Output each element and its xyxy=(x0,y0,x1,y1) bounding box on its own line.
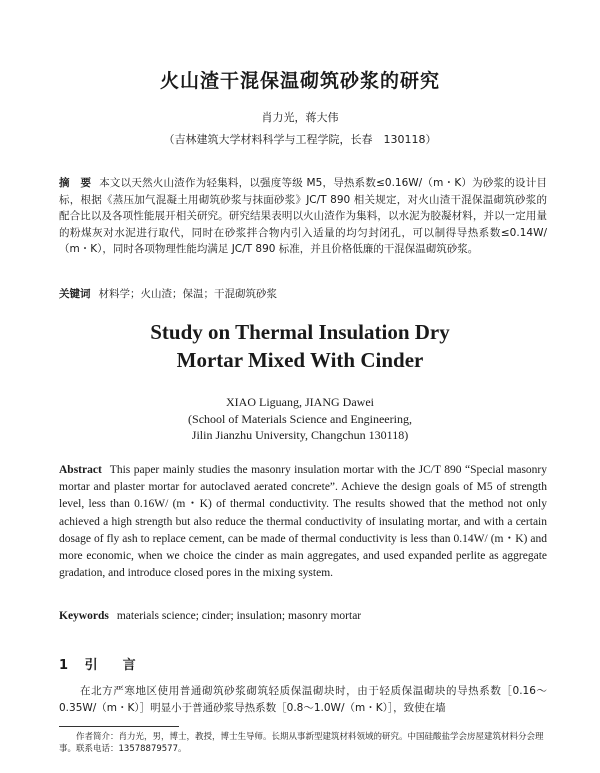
english-title xyxy=(0,318,600,374)
chinese-abstract-text: 本文以天然火山渣作为轻集料，以强度等级 M5，导热系数≤0.16W/（m・K）为砂浆的设计目标，根据《蒸压加气混凝土用砌筑砂浆与抹面砂浆》JC/T 890 相关规定，对火山渣干混保温砌筑砂浆的配合比以及各项性能展开相关研究。研究结果表明以火山渣作为集料，以水泥为胶凝材料，并以一定用量的粉煤灰对水泥进行取代，同时在砂浆拌合物内引入适量的均匀封闭孔，可以制得导热系数≤0.14W/（m・K），同时各项物理性能均满足 JC/T 890 标准，并且价格低廉的干混保温砌筑砂浆。 xyxy=(59,177,548,255)
chinese-keywords-label: 关键词 xyxy=(59,288,91,300)
english-title-line-1: Study on Thermal Insulation Dry xyxy=(150,320,450,344)
chinese-authors: 肖力光，蒋大伟 xyxy=(261,111,339,124)
chinese-abstract-label: 摘 要 xyxy=(59,177,92,189)
chinese-keywords xyxy=(59,286,547,301)
english-abstract-label: Abstract xyxy=(59,464,102,476)
introduction-paragraph: 在北方严寒地区使用普通砌筑砂浆砌筑轻质保温砌块时，由于轻质保温砌块的导热系数［0.16～0.35W/（m・K）］明显小于普通砂浆导热系数［0.8～1.0W/（m・K）］，致使在墙 xyxy=(59,685,547,714)
english-authors: XIAO Liguang, JIANG Dawei xyxy=(226,395,374,409)
chinese-abstract xyxy=(59,175,547,258)
english-abstract-text: This paper mainly studies the masonry insulation mortar with the JC/T 890 “Special masonry mortar and plaster mortar for autoclaved aerated concrete”. Achieve the design goals of M5 of strength level, less than 0.16W/ (m・K) of thermal conductivity. The results showed that the method not only achieved a high strength but also reduce the thermal conductivity of insulating mortar, and with a certain dosage of fly ash to replace cement, can be made of thermal conductivity is less than 0.14W/ (m・K) and more economic, when we choice the cinder as main aggregates, and used expanded perlite as aggregate gradation, and introduce closed pores in the mixing system. xyxy=(59,464,547,580)
english-keywords xyxy=(59,610,547,622)
chinese-affiliation: （吉林建筑大学材料科学与工程学院，长春 130118） xyxy=(163,133,437,146)
section-title: 引 言 xyxy=(84,658,142,673)
english-affiliation-line-1: (School of Materials Science and Engineering, xyxy=(188,412,412,426)
english-affiliation-line-2: Jilin Jianzhu University, Changchun 130118) xyxy=(191,428,409,442)
section-number: 1 xyxy=(59,658,75,673)
english-abstract xyxy=(59,462,547,582)
english-title-line-2: Mortar Mixed With Cinder xyxy=(176,348,424,372)
section-heading xyxy=(59,654,142,673)
author-footnote: 作者简介：肖力光，男，博士，教授，博士生导师。长期从事新型建筑材料领域的研究。中国硅酸盐学会房屋建筑材料分会理事。联系电话：13578879577。 xyxy=(59,732,544,754)
chinese-keywords-text: 材料学；火山渣；保温；干混砌筑砂浆 xyxy=(98,288,277,300)
english-keywords-label: Keywords xyxy=(59,610,109,622)
english-keywords-text: materials science; cinder; insulation; masonry mortar xyxy=(116,610,362,622)
footnote-divider xyxy=(59,726,179,727)
english-affiliation xyxy=(0,411,600,443)
chinese-title: 火山渣干混保温砌筑砂浆的研究 xyxy=(159,70,440,92)
